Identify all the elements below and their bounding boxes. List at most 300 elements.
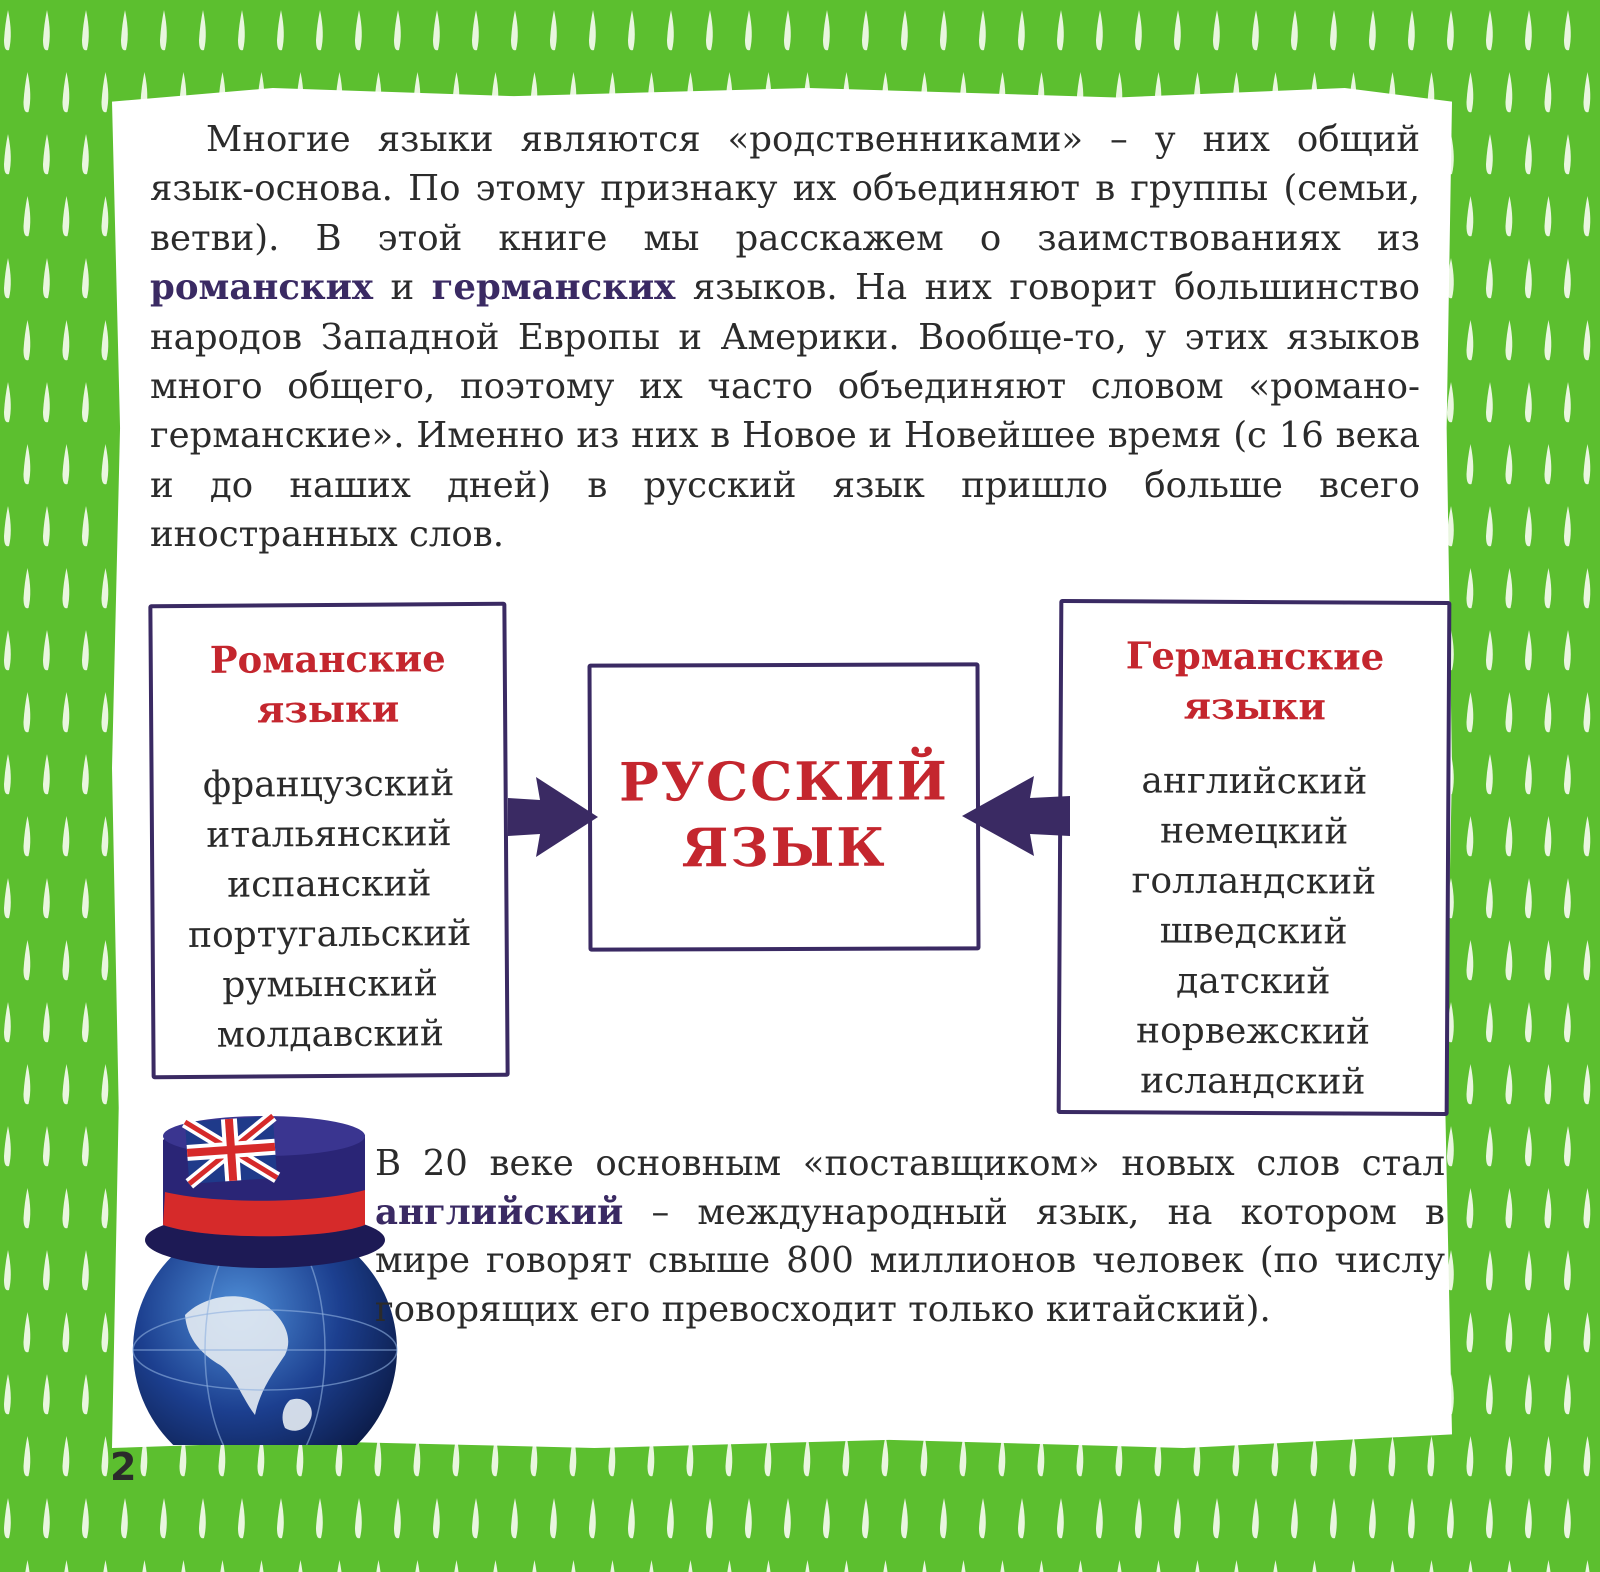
stripe-mark [82,1126,89,1166]
stripe-mark [1564,1002,1571,1042]
stripe-mark [1525,506,1532,546]
stripe-mark [1486,10,1493,50]
stripe-mark [433,1498,440,1538]
stripe-mark [24,1064,31,1104]
stripe-mark [1506,940,1513,980]
stripe-mark [43,878,50,918]
stripe-mark [1545,1436,1552,1476]
stripe-mark [102,444,109,484]
stripe-mark [43,382,50,422]
stripe-mark [82,1498,89,1538]
stripe-mark [765,1560,772,1572]
stripe-mark [589,10,596,50]
stripe-mark [1467,1560,1474,1572]
stripe-mark [1525,1374,1532,1414]
stripe-mark [1486,382,1493,422]
stripe-mark [63,1560,70,1572]
stripe-mark [1584,444,1591,484]
stripe-mark [1564,878,1571,918]
stripe-mark [823,10,830,50]
romance-box-title [153,633,504,735]
stripe-mark [102,320,109,360]
stripe-mark [1233,1560,1240,1572]
stripe-mark [784,1498,791,1538]
stripe-mark [355,1498,362,1538]
stripe-mark [4,1374,11,1414]
stripe-mark [1584,568,1591,608]
stripe-mark [336,1560,343,1572]
stripe-mark [979,10,986,50]
stripe-mark [1506,1560,1513,1572]
stripe-mark [24,196,31,236]
stripe-mark [589,1498,596,1538]
stripe-mark [1467,1436,1474,1476]
stripe-mark [472,10,479,50]
stripe-mark [1389,1436,1396,1476]
stripe-mark [648,1560,655,1572]
stripe-mark [4,1250,11,1290]
stripe-mark [1525,258,1532,298]
stripe-mark [63,1436,70,1476]
stripe-mark [238,10,245,50]
stripe-mark [238,1498,245,1538]
stripe-mark [784,10,791,50]
russian-language-box [587,662,980,951]
stripe-mark [316,1498,323,1538]
stripe-mark [355,10,362,50]
stripe-mark [43,754,50,794]
stripe-mark [1135,10,1142,50]
stripe-mark [82,630,89,670]
stripe-mark [1213,1498,1220,1538]
stripe-mark [1525,10,1532,50]
stripe-mark [63,692,70,732]
stripe-mark [1506,816,1513,856]
stripe-mark [394,10,401,50]
romance-title-line1: Романские [209,636,446,682]
stripe-mark [1564,1498,1571,1538]
stripe-mark [1564,630,1571,670]
romance-languages-box [148,602,509,1079]
stripe-mark [1057,10,1064,50]
germanic-highlight: германских [431,267,676,309]
stripe-mark [297,1560,304,1572]
intro-and: и [373,267,432,309]
stripe-mark [1486,258,1493,298]
stripe-mark [1467,72,1474,112]
stripe-mark [999,1560,1006,1572]
stripe-mark [63,196,70,236]
stripe-mark [1584,940,1591,980]
stripe-mark [258,1560,265,1572]
stripe-mark [1350,1436,1357,1476]
stripe-mark [82,878,89,918]
intro-paragraph [150,115,1420,560]
stripe-mark [63,1064,70,1104]
stripe-mark [1096,10,1103,50]
bottom-paragraph [375,1140,1445,1334]
stripe-mark [1564,258,1571,298]
stripe-mark [1564,382,1571,422]
stripe-mark [862,10,869,50]
germanic-title-line2: языки [1183,683,1327,729]
stripe-mark [1486,1374,1493,1414]
stripe-mark [1545,72,1552,112]
stripe-mark [199,1498,206,1538]
globe-with-hat-illustration [125,1100,405,1445]
stripe-mark [160,1498,167,1538]
stripe-mark [24,692,31,732]
stripe-mark [1545,1188,1552,1228]
stripe-mark [1545,692,1552,732]
stripe-mark [1467,816,1474,856]
stripe-mark [1506,1312,1513,1352]
stripe-mark [63,1312,70,1352]
stripe-mark [1506,72,1513,112]
stripe-mark [24,940,31,980]
stripe-mark [1408,1498,1415,1538]
stripe-mark [609,1560,616,1572]
stripe-mark [24,1312,31,1352]
stripe-mark [82,134,89,174]
stripe-mark [1486,630,1493,670]
stripe-mark [1564,1250,1571,1290]
stripe-mark [1506,196,1513,236]
stripe-mark [43,630,50,670]
stripe-mark [82,1250,89,1290]
stripe-mark [43,1126,50,1166]
stripe-mark [1291,10,1298,50]
stripe-mark [1584,692,1591,732]
germanic-language-item: датский [1176,960,1331,1003]
stripe-mark [1311,1436,1318,1476]
stripe-mark [43,1498,50,1538]
germanic-language-item: английский [1141,760,1368,803]
stripe-mark [102,692,109,732]
stripe-mark [1116,1560,1123,1572]
stripe-mark [24,1436,31,1476]
stripe-mark [1525,1002,1532,1042]
stripe-mark [1486,1002,1493,1042]
stripe-mark [1584,196,1591,236]
stripe-mark [1584,320,1591,360]
stripe-mark [511,10,518,50]
germanic-language-item: норвежский [1135,1010,1371,1053]
stripe-mark [1467,1064,1474,1104]
stripe-mark [1506,1188,1513,1228]
stripe-mark [24,1560,31,1572]
stripe-mark [745,1498,752,1538]
stripe-mark [180,1560,187,1572]
stripe-mark [1467,692,1474,732]
stripe-mark [1252,1498,1259,1538]
stripe-mark [1506,444,1513,484]
russian-language-title [592,748,976,881]
stripe-mark [316,10,323,50]
stripe-mark [823,1498,830,1538]
stripe-mark [394,1498,401,1538]
stripe-mark [1506,568,1513,608]
stripe-mark [1311,1560,1318,1572]
stripe-mark [102,1560,109,1572]
stripe-mark [1584,1064,1591,1104]
stripe-mark [43,1250,50,1290]
stripe-mark [1584,816,1591,856]
stripe-mark [375,1560,382,1572]
stripe-mark [1408,10,1415,50]
stripe-mark [1291,1498,1298,1538]
stripe-mark [102,1064,109,1104]
stripe-mark [1486,134,1493,174]
stripe-mark [82,10,89,50]
intro-text-part2: языков. На них говорит большинство народов Западной Европы и Америки. Вообще-то, у этих языков много общего, поэтому их часто объединяют словом «романо-германские». Именно из них в Новое и Новейшее время (с 16 века и до наших дней) в русский язык пришло больше всего иностранных слов. [150,267,1420,556]
stripe-mark [24,72,31,112]
stripe-mark [121,1498,128,1538]
stripe-mark [921,1436,928,1476]
stripe-mark [804,1560,811,1572]
stripe-mark [921,1560,928,1572]
stripe-mark [121,10,128,50]
stripe-mark [1018,10,1025,50]
stripe-mark [940,10,947,50]
stripe-mark [82,506,89,546]
stripe-mark [1564,10,1571,50]
stripe-mark [277,10,284,50]
romance-language-item: португальский [187,913,472,956]
stripe-mark [1545,568,1552,608]
stripe-mark [1545,196,1552,236]
stripe-mark [1096,1498,1103,1538]
stripe-mark [141,1560,148,1572]
stripe-mark [1545,1560,1552,1572]
stripe-mark [4,754,11,794]
stripe-mark [531,1560,538,1572]
stripe-mark [960,1436,967,1476]
stripe-mark [960,1560,967,1572]
stripe-mark [1467,940,1474,980]
stripe-mark [102,196,109,236]
stripe-mark [1584,1560,1591,1572]
stripe-mark [4,506,11,546]
germanic-language-item: немецкий [1159,810,1349,853]
stripe-mark [43,506,50,546]
stripe-mark [43,1374,50,1414]
stripe-mark [4,10,11,50]
stripe-mark [102,1436,109,1476]
germanic-language-item: исландский [1140,1060,1366,1103]
stripe-mark [1447,10,1454,50]
stripe-mark [63,568,70,608]
stripe-mark [1545,444,1552,484]
stripe-mark [667,10,674,50]
stripe-mark [1564,1126,1571,1166]
stripe-mark [1584,72,1591,112]
romance-language-item: румынский [222,963,438,1006]
stripe-mark [4,258,11,298]
stripe-mark [1447,1126,1454,1166]
stripe-mark [24,1188,31,1228]
stripe-mark [1330,1498,1337,1538]
stripe-mark [63,320,70,360]
stripe-mark [1389,1560,1396,1572]
stripe-mark [882,1560,889,1572]
stripe-mark [1564,1374,1571,1414]
germanic-box-title [1063,630,1448,732]
romance-language-item: молдавский [216,1013,445,1056]
stripe-mark [901,1498,908,1538]
stripe-mark [1506,320,1513,360]
stripe-mark [1525,1498,1532,1538]
stripe-mark [1447,382,1454,422]
stripe-mark [1194,1560,1201,1572]
bottom-text-part2: – международный язык, на котором в мире говорят свыше 800 миллионов человек (по числу говорящих его превосходит только китайский). [375,1191,1445,1330]
stripe-mark [63,444,70,484]
stripe-mark [1467,568,1474,608]
stripe-mark [628,10,635,50]
stripe-mark [1174,10,1181,50]
stripe-mark [1545,816,1552,856]
stripe-mark [160,10,167,50]
stripe-mark [1369,10,1376,50]
stripe-mark [570,1560,577,1572]
stripe-mark [1428,1436,1435,1476]
stripe-mark [901,10,908,50]
stripe-mark [1545,940,1552,980]
stripe-mark [24,444,31,484]
stripe-mark [1467,320,1474,360]
stripe-mark [102,816,109,856]
stripe-mark [687,1560,694,1572]
stripe-mark [1545,1064,1552,1104]
stripe-mark [24,816,31,856]
top-hat-union-jack-icon [145,1116,385,1268]
stripe-mark [1467,1188,1474,1228]
stripe-mark [472,1498,479,1538]
stripe-mark [862,1498,869,1538]
romance-language-item: итальянский [206,813,452,856]
romance-highlight: романских [150,267,374,309]
stripe-mark [43,1002,50,1042]
russian-title-line2: ЯЗЫК [681,816,887,880]
stripe-mark [745,10,752,50]
stripe-mark [1525,1126,1532,1166]
stripe-mark [24,568,31,608]
stripe-mark [1486,506,1493,546]
stripe-mark [1467,444,1474,484]
stripe-mark [4,1002,11,1042]
stripe-mark [4,1498,11,1538]
stripe-mark [1174,1498,1181,1538]
stripe-mark [940,1498,947,1538]
stripe-mark [277,1498,284,1538]
stripe-mark [82,258,89,298]
stripe-mark [1525,1250,1532,1290]
stripe-mark [628,1498,635,1538]
stripe-mark [1369,1498,1376,1538]
stripe-mark [1018,1498,1025,1538]
stripe-mark [1545,320,1552,360]
stripe-mark [219,1560,226,1572]
stripe-mark [843,1560,850,1572]
stripe-mark [979,1498,986,1538]
stripe-mark [1506,1064,1513,1104]
stripe-mark [1525,754,1532,794]
stripe-mark [102,1188,109,1228]
stripe-mark [102,568,109,608]
stripe-mark [706,10,713,50]
stripe-mark [199,10,206,50]
stripe-mark [1077,1560,1084,1572]
russian-title-line1: РУССКИЙ [619,750,949,814]
stripe-mark [1525,878,1532,918]
stripe-mark [1486,878,1493,918]
stripe-mark [414,1560,421,1572]
page-number: 2 [110,1445,137,1489]
stripe-mark [43,134,50,174]
stripe-mark [1584,1188,1591,1228]
stripe-mark [1467,1312,1474,1352]
stripe-mark [1564,506,1571,546]
stripe-mark [1584,1436,1591,1476]
stripe-mark [1057,1498,1064,1538]
germanic-language-item: шведский [1159,910,1348,953]
stripe-mark [1525,382,1532,422]
romance-language-item: испанский [227,863,432,906]
germanic-language-item: голландский [1131,860,1377,903]
stripe-mark [882,1436,889,1476]
stripe-mark [1564,754,1571,794]
romance-title-line2: языки [256,686,400,732]
germanic-languages-box [1057,599,1452,1116]
stripe-mark [1135,1498,1142,1538]
bottom-text-part1: В 20 веке основным «поставщиком» новых слов стал [375,1143,1445,1184]
stripe-mark [843,1436,850,1476]
stripe-mark [1428,1560,1435,1572]
stripe-mark [1545,1312,1552,1352]
stripe-mark [1155,1560,1162,1572]
stripe-mark [1486,754,1493,794]
stripe-mark [511,1498,518,1538]
stripe-mark [4,1126,11,1166]
stripe-mark [82,1374,89,1414]
stripe-mark [1564,134,1571,174]
stripe-mark [492,1560,499,1572]
stripe-mark [1038,1560,1045,1572]
stripe-mark [1486,1498,1493,1538]
stripe-mark [24,320,31,360]
stripe-mark [4,630,11,670]
stripe-mark [63,1188,70,1228]
stripe-mark [550,1498,557,1538]
stripe-mark [63,816,70,856]
stripe-mark [1330,10,1337,50]
stripe-mark [82,382,89,422]
stripe-mark [550,10,557,50]
stripe-mark [1584,1312,1591,1352]
stripe-mark [4,382,11,422]
stripe-mark [453,1560,460,1572]
stripe-mark [433,10,440,50]
stripe-mark [1252,10,1259,50]
stripe-mark [102,72,109,112]
stripe-mark [102,1312,109,1352]
stripe-mark [1486,1126,1493,1166]
stripe-mark [63,940,70,980]
germanic-title-line1: Германские [1125,633,1385,679]
stripe-mark [43,258,50,298]
english-highlight: английский [375,1191,624,1233]
stripe-mark [1447,1498,1454,1538]
